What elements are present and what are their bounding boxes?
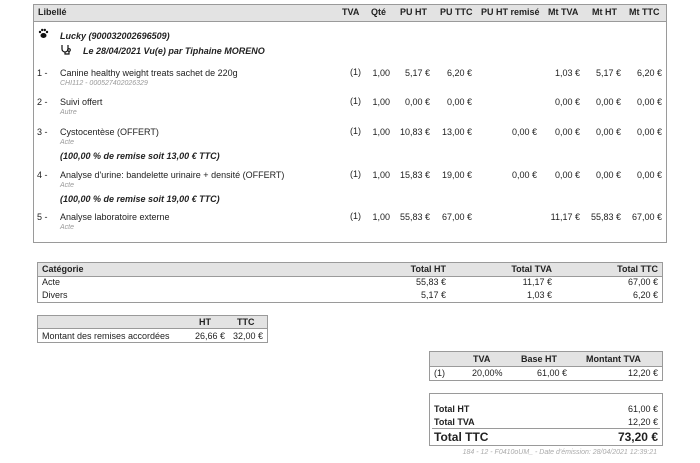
vat-row-montant: 12,20 € xyxy=(627,368,658,378)
row2-label: Suivi offert xyxy=(60,97,103,107)
cat-header-category: Catégorie xyxy=(42,264,84,274)
row3-qte: 1,00 xyxy=(372,127,390,137)
row3-pu-ht: 10,83 € xyxy=(399,127,430,137)
row5-pu-ttc: 67,00 € xyxy=(441,212,472,222)
header-mt-tva: Mt TVA xyxy=(548,7,579,17)
row4-mt-ttc: 0,00 € xyxy=(636,170,662,180)
cat-row2-name: Divers xyxy=(42,290,68,300)
discount-label: Montant des remises accordées xyxy=(42,331,170,341)
row4-pu-ht: 15,83 € xyxy=(399,170,430,180)
row3-sub: Acte xyxy=(60,139,75,146)
cat-row1-ttc: 67,00 € xyxy=(627,277,658,287)
header-mt-ht: Mt HT xyxy=(592,7,617,17)
row5-num: 5 - xyxy=(37,212,48,222)
vat-header-tva: TVA xyxy=(473,354,491,364)
discount-header-ttc: TTC xyxy=(237,317,255,327)
vat-row-code: (1) xyxy=(434,368,445,378)
row5-qte: 1,00 xyxy=(372,212,390,222)
row3-mt-ht: 0,00 € xyxy=(595,127,621,137)
paw-icon xyxy=(38,28,49,39)
row4-qte: 1,00 xyxy=(372,170,390,180)
patient-name: Lucky (900032002696509) xyxy=(60,31,170,41)
header-mt-ttc: Mt TTC xyxy=(629,7,660,17)
cat-row1-name: Acte xyxy=(42,277,61,287)
total-ttc-label: Total TTC xyxy=(434,430,489,444)
row5-mt-ht: 55,83 € xyxy=(590,212,621,222)
row5-mt-ttc: 67,00 € xyxy=(631,212,662,222)
row4-mt-tva: 0,00 € xyxy=(554,170,580,180)
row4-num: 4 - xyxy=(37,170,48,180)
category-table-header xyxy=(38,263,662,277)
vat-row-rate: 20,00% xyxy=(472,368,503,378)
row2-mt-tva: 0,00 € xyxy=(554,97,580,107)
header-libelle: Libellé xyxy=(38,7,67,17)
cat-header-ttc: Total TTC xyxy=(617,264,658,274)
row1-pu-ht: 5,17 € xyxy=(404,68,430,78)
row1-mt-ht: 5,17 € xyxy=(595,68,621,78)
cat-row2-tva: 1,03 € xyxy=(526,290,552,300)
row5-tva: (1) xyxy=(350,211,361,221)
row2-mt-ttc: 0,00 € xyxy=(636,97,662,107)
row4-label: Analyse d'urine: bandelette urinaire + densité (OFFERT) xyxy=(60,170,285,180)
row3-label: Cystocentèse (OFFERT) xyxy=(60,127,159,137)
row1-tva: (1) xyxy=(350,67,361,77)
row5-mt-tva: 11,17 € xyxy=(550,212,580,222)
row5-pu-ht: 55,83 € xyxy=(399,212,430,222)
header-pu-ht-remise: PU HT remisé xyxy=(481,7,540,17)
cat-row2-ttc: 6,20 € xyxy=(632,290,658,300)
cat-row1-ht: 55,83 € xyxy=(415,277,446,287)
row1-qte: 1,00 xyxy=(372,68,390,78)
header-tva: TVA xyxy=(342,7,360,17)
row2-tva: (1) xyxy=(350,96,361,106)
header-pu-ttc: PU TTC xyxy=(440,7,473,17)
row2-mt-ht: 0,00 € xyxy=(595,97,621,107)
totals-divider xyxy=(432,428,660,429)
discount-table-header xyxy=(38,316,267,329)
cat-row1-tva: 11,17 € xyxy=(522,277,552,287)
row3-mt-ttc: 0,00 € xyxy=(636,127,662,137)
row2-pu-ttc: 0,00 € xyxy=(446,97,472,107)
row4-tva: (1) xyxy=(350,169,361,179)
discount-ht: 26,66 € xyxy=(194,331,225,341)
row4-note: (100,00 % de remise soit 19,00 € TTC) xyxy=(60,194,220,204)
row3-pu-ht-remise: 0,00 € xyxy=(511,127,537,137)
row4-pu-ttc: 19,00 € xyxy=(441,170,472,180)
total-tva-label: Total TVA xyxy=(434,417,475,427)
row1-label: Canine healthy weight treats sachet de 220g xyxy=(60,68,238,78)
row4-pu-ht-remise: 0,00 € xyxy=(511,170,537,180)
header-qte: Qté xyxy=(371,7,387,17)
row2-qte: 1,00 xyxy=(372,97,390,107)
cat-header-ht: Total HT xyxy=(410,264,446,274)
total-ttc-value: 73,20 € xyxy=(617,430,658,444)
row1-num: 1 - xyxy=(37,68,48,78)
row4-mt-ht: 0,00 € xyxy=(595,170,621,180)
row3-note: (100,00 % de remise soit 13,00 € TTC) xyxy=(60,151,220,161)
row1-pu-ttc: 6,20 € xyxy=(446,68,472,78)
cat-row2-ht: 5,17 € xyxy=(420,290,446,300)
row2-pu-ht: 0,00 € xyxy=(404,97,430,107)
header-pu-ht: PU HT xyxy=(400,7,427,17)
row3-mt-tva: 0,00 € xyxy=(554,127,580,137)
row3-tva: (1) xyxy=(350,126,361,136)
row4-sub: Acte xyxy=(60,182,75,189)
row2-num: 2 - xyxy=(37,97,48,107)
footer-emission: 184 - 12 - F0410oUM_ - Date d'émission: 28/04/2021 12:39:21 xyxy=(462,449,657,456)
vat-header-base: Base HT xyxy=(521,354,558,364)
vat-row-base: 61,00 € xyxy=(536,368,567,378)
total-ht-label: Total HT xyxy=(434,404,470,414)
total-ht-value: 61,00 € xyxy=(627,404,658,414)
row5-sub: Acte xyxy=(60,224,75,231)
row1-sub: CHI112 - 000527402026329 xyxy=(60,80,148,87)
row5-label: Analyse laboratoire externe xyxy=(60,212,170,222)
total-tva-value: 12,20 € xyxy=(627,417,658,427)
visit-info: Le 28/04/2021 Vu(e) par Tiphaine MORENO xyxy=(83,46,265,56)
row3-num: 3 - xyxy=(37,127,48,137)
stethoscope-icon xyxy=(60,44,72,56)
discount-ttc: 32,00 € xyxy=(232,331,263,341)
cat-header-tva: Total TVA xyxy=(511,264,552,274)
vat-header-montant: Montant TVA xyxy=(586,354,641,364)
discount-header-ht: HT xyxy=(199,317,211,327)
row3-pu-ttc: 13,00 € xyxy=(441,127,472,137)
row1-mt-ttc: 6,20 € xyxy=(636,68,662,78)
category-table xyxy=(37,262,663,303)
row1-mt-tva: 1,03 € xyxy=(554,68,580,78)
row2-sub: Autre xyxy=(60,109,77,116)
